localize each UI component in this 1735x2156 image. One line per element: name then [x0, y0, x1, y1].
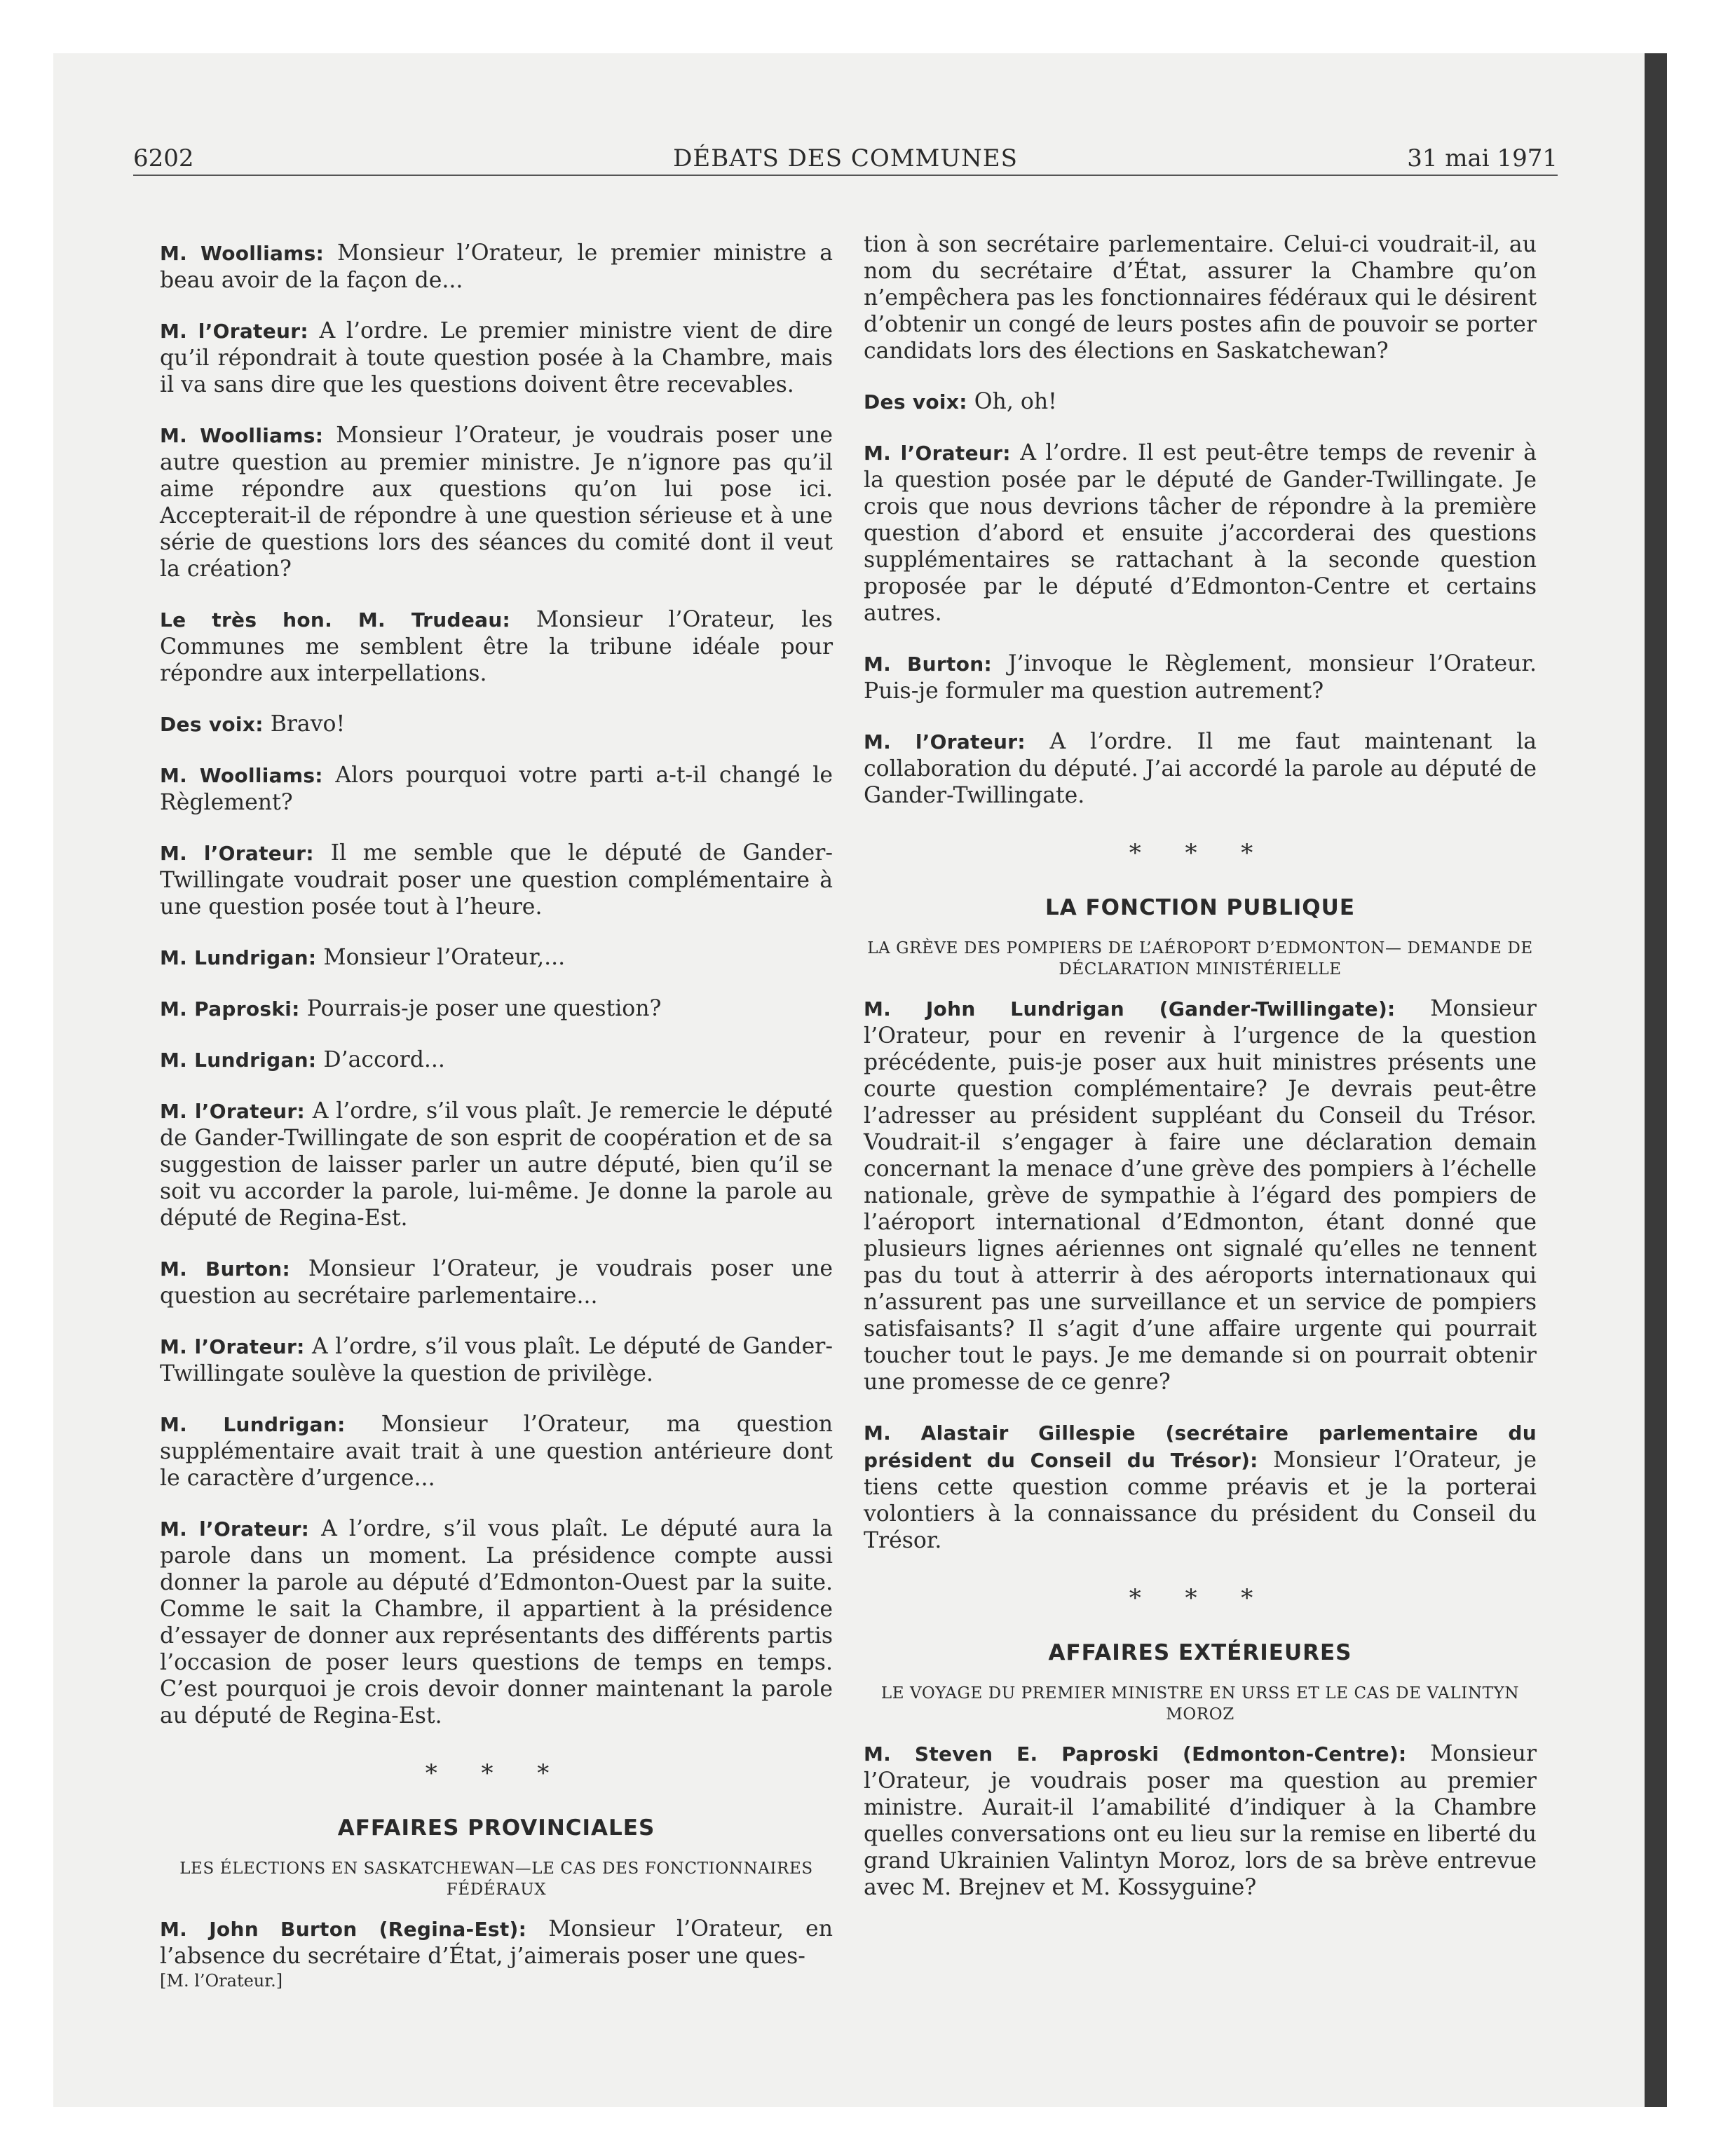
paragraph: [864, 388, 1537, 416]
speech-text: A l’ordre. Le premier ministre vient de dire qu’il répondrait à toute question posée à la Chambre, mais il va sans dire que les questions doivent être recevables.: [160, 318, 834, 397]
speech-text: Monsieur l’Orateur, le premier ministre a beau avoir de la façon de...: [160, 240, 834, 293]
speech-text: tion à son secrétaire parlementaire. Celui-ci voudrait-il, au nom du secrétaire d’État, assurer la Chambre qu’on n’empêchera pas les fonctionnaires fédéraux qui le désirent d’obtenir un congé de leurs postes afin de pouvoir se porter candidats lors des élections en Saskatchewan?: [864, 232, 1537, 364]
speech-text: Pourrais-je poser une question?: [299, 996, 662, 1021]
right-column: [864, 231, 1537, 1925]
speaker-name: M. Lundrigan:: [160, 1413, 346, 1436]
paragraph: [160, 606, 833, 687]
section-paragraphs: [864, 1740, 1537, 1901]
paragraph: [160, 1515, 833, 1729]
section-divider: * * *: [425, 1759, 568, 1787]
speaker-name: M. Paproski:: [160, 997, 300, 1021]
speech-text: Oh, oh!: [967, 389, 1057, 414]
speech-text: A l’ordre, s’il vous plaît. Le député de Gander-Twillingate soulève la question de privilège.: [160, 1334, 833, 1386]
section-divider: * * *: [1129, 1584, 1272, 1612]
paragraph: [864, 728, 1537, 809]
paragraph: [160, 944, 833, 971]
speaker-name: Le très hon. M. Trudeau:: [160, 608, 511, 632]
speaker-name: M. John Burton (Regina-Est):: [160, 1918, 527, 1941]
paragraph: [160, 1916, 833, 1970]
paragraph: [160, 1098, 833, 1231]
speaker-name: M. l’Orateur:: [160, 320, 308, 343]
paragraph: [160, 1255, 833, 1309]
speech-text: Monsieur l’Orateur,...: [316, 945, 566, 970]
paragraph: [160, 240, 833, 294]
paragraph: [160, 995, 833, 1023]
speech-text: J’invoque le Règlement, monsieur l’Orateur. Puis-je formuler ma question autrement?: [864, 651, 1537, 704]
speech-text: Il me semble que le député de Gander-Twillingate voudrait poser une question complémentaire à une question posée tout à l’heure.: [160, 840, 833, 920]
speech-text: Monsieur l’Orateur, pour en revenir à l’urgence de la question précédente, puis-je poser aux huit ministres présents une courte question complémentaire? Je devrais peut-être l’adresser au président suppléant du Conseil du Trésor. Voudrait-il s’engager à faire une déclaration demain concernant la menace d’une grève des pompiers à l’échelle nationale, grève de sympathie à l’égard des pompiers de l’aéroport international d’Edmonton, étant donné que plusieurs lignes aériennes ont signalé qu’elles ne tennent pas du tout à atterrir à des aéroports internationaux qui n’assurent pas une surveillance et un service de pompiers satisfaisants? Il s’agit d’une affaire urgente qui pourrait toucher tout le pays. Je me demande si on pourrait obtenir une promesse de ce genre?: [864, 996, 1537, 1395]
speech-text: Monsieur l’Orateur, je voudrais poser une autre question au premier ministre. Je n’ignore pas qu’il aime répondre aux questions qu’on lui pose ici. Accepterait-il de répondre à une question sérieuse et à une série de questions lors des séances du comité dont il veut la création?: [160, 423, 833, 582]
speaker-name: M. Lundrigan:: [160, 1049, 317, 1072]
speech-text: A l’ordre, s’il vous plaît. Je remercie le député de Gander-Twillingate de son esprit de coopération et de sa suggestion de laisser parler un autre député, bien qu’il se soit vu accorder la parole, lui-même. Je donne la parole au député de Regina-Est.: [160, 1098, 834, 1231]
binding-edge: [1645, 53, 1667, 2107]
header-rule: [133, 175, 1558, 176]
paragraph: [160, 840, 833, 920]
speaker-name: M. Woolliams:: [160, 424, 324, 447]
footnote: [M. l’Orateur.]: [160, 1971, 283, 1991]
speaker-name: M. Burton:: [160, 1257, 290, 1281]
speaker-name: M. l’Orateur:: [160, 1517, 310, 1541]
speaker-name: Des voix:: [864, 390, 967, 414]
speaker-name: Des voix:: [160, 713, 264, 736]
section-subhead: LA GRÈVE DES POMPIERS DE L’AÉROPORT D’EDMONTON— DEMANDE DE DÉCLARATION MINISTÉRIELLE: [867, 939, 1533, 978]
speaker-name: M. Woolliams:: [160, 764, 323, 787]
paragraph: [864, 231, 1537, 364]
section-subhead: LE VOYAGE DU PREMIER MINISTRE EN URSS ET LE CAS DE VALINTYN MOROZ: [880, 1684, 1520, 1724]
speaker-name: M. John Lundrigan (Gander-Twillingate):: [864, 997, 1396, 1021]
section-subhead: LES ÉLECTIONS EN SASKATCHEWAN—LE CAS DES FONCTIONNAIRES FÉDÉRAUX: [179, 1860, 813, 1899]
publication-title: DÉBATS DES COMMUNES: [673, 144, 1018, 172]
speech-text: A l’ordre. Il me faut maintenant la collaboration du député. J’ai accordé la parole au député de Gander-Twillingate.: [864, 729, 1537, 808]
speech-text: D’accord...: [316, 1047, 445, 1072]
speech-text: Monsieur l’Orateur, ma question supplémentaire avait trait à une question antérieure dont le caractère d’urgence...: [160, 1412, 834, 1491]
speech-text: Monsieur l’Orateur, en l’absence du secrétaire d’État, j’aimerais poser une ques-: [160, 1916, 833, 1969]
section-title: LA FONCTION PUBLIQUE: [1045, 895, 1356, 920]
page-number: 6202: [133, 144, 194, 172]
speaker-name: M. Woolliams:: [160, 242, 325, 265]
paragraph: [160, 318, 833, 398]
speech-text: Monsieur l’Orateur, je voudrais poser une question au secrétaire parlementaire...: [160, 1256, 833, 1309]
speaker-name: M. l’Orateur:: [160, 1335, 305, 1358]
section-paragraphs: [864, 995, 1537, 1554]
speech-text: A l’ordre, s’il vous plaît. Le député aura la parole dans un moment. La présidence compte aussi donner la parole au député d’Edmonton-Ouest par la suite. Comme le sait la Chambre, il appartient à la présidence d’essayer de donner aux représentants des différents partis l’occasion de poser leurs questions de temps en temps. C’est pourquoi je crois devoir donner maintenant la parole au député de Regina-Est.: [160, 1516, 833, 1728]
speaker-name: M. l’Orateur:: [160, 842, 314, 865]
paragraph: [864, 1740, 1537, 1901]
section-title: AFFAIRES PROVINCIALES: [337, 1815, 655, 1841]
paragraph: [864, 995, 1537, 1396]
paragraph: [160, 1333, 833, 1387]
paragraph: [160, 1046, 833, 1074]
speech-text: Monsieur l’Orateur, je voudrais poser ma question au premier ministre. Aurait-il l’amabilité d’indiquer à la Chambre quelles conversations ont eu lieu sur la remise en liberté du grand Ukrainien Valintyn Moroz, lors de sa brève entrevue avec M. Brejnev et M. Kossyguine?: [864, 1741, 1537, 1900]
speaker-name: M. l’Orateur:: [160, 1100, 305, 1123]
paragraph: [864, 439, 1537, 627]
paragraph: [864, 650, 1537, 704]
right-paragraphs: [864, 231, 1537, 809]
page-date: 31 mai 1971: [1407, 144, 1558, 172]
speaker-name: M. l’Orateur:: [864, 730, 1026, 753]
speaker-name: M. Burton:: [864, 653, 992, 676]
speaker-name: M. Alastair Gillespie (secrétaire parlementaire du président du Conseil du Trésor):: [864, 1421, 1537, 1472]
speaker-name: M. Steven E. Paproski (Edmonton-Centre):: [864, 1742, 1407, 1766]
paragraph: [160, 422, 833, 582]
speech-text: Monsieur l’Orateur, je tiens cette question comme préavis et je la porterai volontiers à la connaissance du président du Conseil du Trésor.: [864, 1447, 1537, 1553]
left-paragraphs: [160, 240, 833, 1729]
paragraph: [864, 1419, 1537, 1554]
paragraph: [160, 762, 833, 816]
speaker-name: M. Lundrigan:: [160, 946, 317, 969]
section-title: AFFAIRES EXTÉRIEURES: [1048, 1640, 1352, 1665]
speech-text: Bravo!: [263, 711, 346, 737]
speech-text: A l’ordre. Il est peut-être temps de revenir à la question posée par le député de Gander-Twillingate. Je crois que nous devrions tâcher de répondre à la première question d’abord et ensuite j’accorderai des questions supplémentaires se rattachant à la seconde question proposée par le député d’Edmonton-Centre et certains autres.: [864, 440, 1537, 626]
speaker-name: M. l’Orateur:: [864, 442, 1011, 465]
speech-text: Alors pourquoi votre parti a-t-il changé le Règlement?: [160, 763, 834, 815]
left-column: [160, 240, 833, 1993]
section-divider: * * *: [1129, 839, 1272, 867]
speech-text: Monsieur l’Orateur, les Communes me semblent être la tribune idéale pour répondre aux interpellations.: [160, 607, 833, 686]
paragraph: [160, 711, 833, 738]
paragraph: [160, 1411, 833, 1492]
page-header: [133, 140, 1558, 177]
